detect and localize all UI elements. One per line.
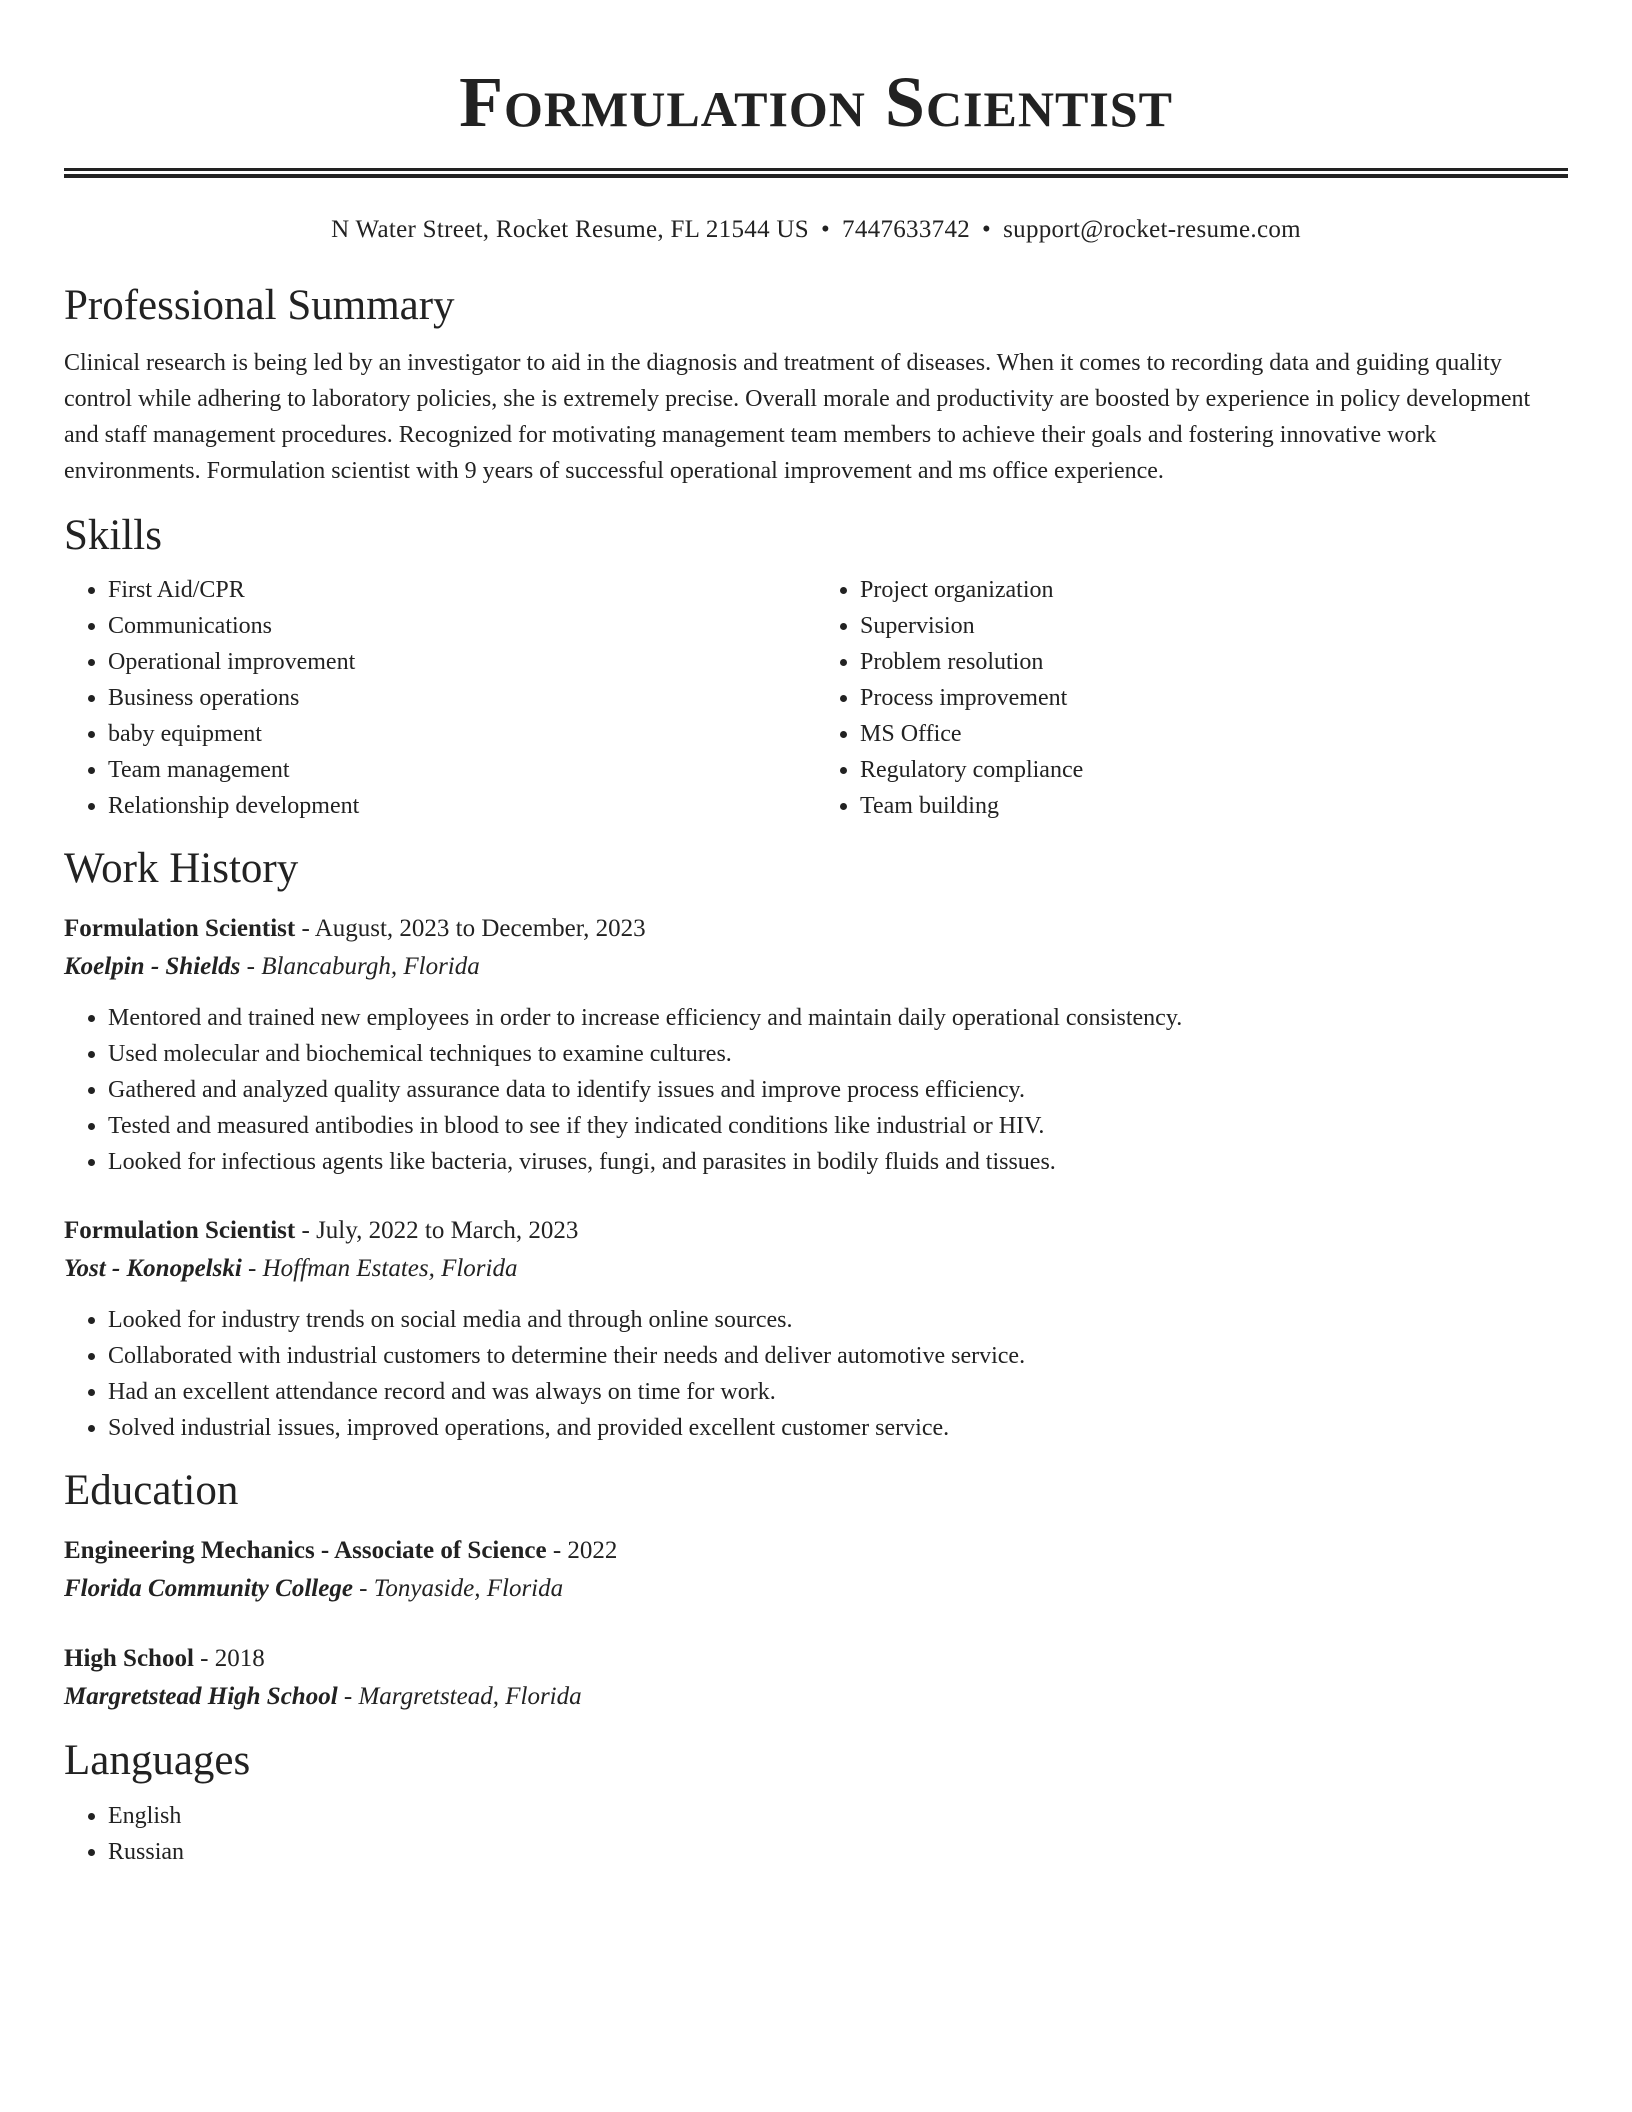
job-company: Koelpin - Shields: [64, 953, 241, 980]
skill-item: • Project organization: [860, 572, 1568, 608]
skill-item: • Process improvement: [860, 680, 1568, 716]
skill-item: • baby equipment: [108, 716, 816, 752]
job-bullet: • Collaborated with industrial customers to determine their needs and deliver automotive service.: [108, 1338, 1568, 1374]
skill-item: • Relationship development: [108, 788, 816, 824]
summary-heading: Professional Summary: [64, 282, 455, 329]
skill-item: • Regulatory compliance: [860, 752, 1568, 788]
job-company-line: [64, 1250, 1568, 1288]
job-dates: - August, 2023 to December, 2023: [295, 915, 646, 942]
job-entry: [64, 910, 1568, 1180]
languages-heading: Languages: [64, 1737, 251, 1784]
job-bullets: [64, 1302, 1568, 1446]
header-divider: [64, 168, 1568, 178]
education-degree-line: [64, 1532, 1568, 1570]
language-item: • Russian: [108, 1834, 1568, 1870]
education-degree: Engineering Mechanics - Associate of Science: [64, 1537, 547, 1564]
education-location: - Tonyaside, Florida: [352, 1575, 564, 1602]
skill-item: • MS Office: [860, 716, 1568, 752]
education-location: - Margretstead, Florida: [337, 1683, 582, 1710]
education-school-line: [64, 1570, 1568, 1608]
languages-list: [64, 1798, 1568, 1870]
job-company-line: [64, 948, 1568, 986]
job-bullet: • Gathered and analyzed quality assurance data to identify issues and improve process efficiency.: [108, 1072, 1568, 1108]
skill-item: • Problem resolution: [860, 644, 1568, 680]
job-title-line: [64, 1212, 1568, 1250]
skill-item: • Team building: [860, 788, 1568, 824]
education-year: - 2018: [193, 1645, 265, 1672]
skill-item: • Business operations: [108, 680, 816, 716]
contact-phone[interactable]: 7447633742: [842, 216, 971, 243]
education-school-line: [64, 1678, 1568, 1716]
job-bullet: • Used molecular and biochemical techniques to examine cultures.: [108, 1036, 1568, 1072]
education-school: Margretstead High School: [64, 1683, 338, 1710]
skills-list-left: [64, 572, 816, 824]
education-degree: High School: [64, 1645, 194, 1672]
skill-item: • Communications: [108, 608, 816, 644]
job-bullet: • Solved industrial issues, improved operations, and provided excellent customer service.: [108, 1410, 1568, 1446]
job-company: Yost - Konopelski: [64, 1255, 242, 1282]
skills-columns: [64, 572, 1568, 824]
contact-line: [64, 215, 1568, 245]
job-title: Formulation Scientist: [64, 1217, 296, 1244]
job-entry: [64, 1212, 1568, 1446]
skills-list-right: [816, 572, 1568, 824]
job-title: Formulation Scientist: [64, 915, 296, 942]
job-bullet: • Looked for infectious agents like bacteria, viruses, fungi, and parasites in bodily fluids and tissues.: [108, 1144, 1568, 1180]
job-location: - Blancaburgh, Florida: [240, 953, 480, 980]
job-bullet: • Tested and measured antibodies in blood to see if they indicated conditions like industrial or HIV.: [108, 1108, 1568, 1144]
job-location: - Hoffman Estates, Florida: [241, 1255, 518, 1282]
skill-item: • Operational improvement: [108, 644, 816, 680]
job-bullet: • Mentored and trained new employees in order to increase efficiency and maintain daily operational consistency.: [108, 1000, 1568, 1036]
skill-item: • Supervision: [860, 608, 1568, 644]
resume-name: Formulation Scientist: [459, 62, 1173, 142]
job-dates: - July, 2022 to March, 2023: [295, 1217, 579, 1244]
job-bullet: • Had an excellent attendance record and was always on time for work.: [108, 1374, 1568, 1410]
work-heading: Work History: [64, 845, 299, 892]
language-item: • English: [108, 1798, 1568, 1834]
education-year: - 2022: [546, 1537, 618, 1564]
summary-text: Clinical research is being led by an investigator to aid in the diagnosis and treatment of diseases. When it comes to recording data and guiding quality control while adhering to laboratory policies, she is extremely precise. Overall morale and productivity are boosted by experience in policy development and staff management procedures. Recognized for motivating management team members to achieve their goals and fostering innovative work environments. Formulation scientist with 9 years of successful operational improvement and ms office experience.: [64, 350, 1531, 484]
contact-separator: •: [982, 216, 992, 243]
contact-email[interactable]: support@rocket-resume.com: [1003, 216, 1301, 243]
education-school: Florida Community College: [64, 1575, 353, 1602]
education-heading: Education: [64, 1467, 239, 1514]
contact-address: N Water Street, Rocket Resume, FL 21544 US: [331, 216, 809, 243]
education-degree-line: [64, 1640, 1568, 1678]
skill-item: • Team management: [108, 752, 816, 788]
contact-separator: •: [820, 216, 831, 243]
job-bullet: • Looked for industry trends on social media and through online sources.: [108, 1302, 1568, 1338]
skills-heading: Skills: [64, 512, 162, 559]
education-entry: [64, 1532, 1568, 1608]
skill-item: • First Aid/CPR: [108, 572, 816, 608]
education-entry: [64, 1640, 1568, 1716]
job-title-line: [64, 910, 1568, 948]
job-bullets: [64, 1000, 1568, 1180]
